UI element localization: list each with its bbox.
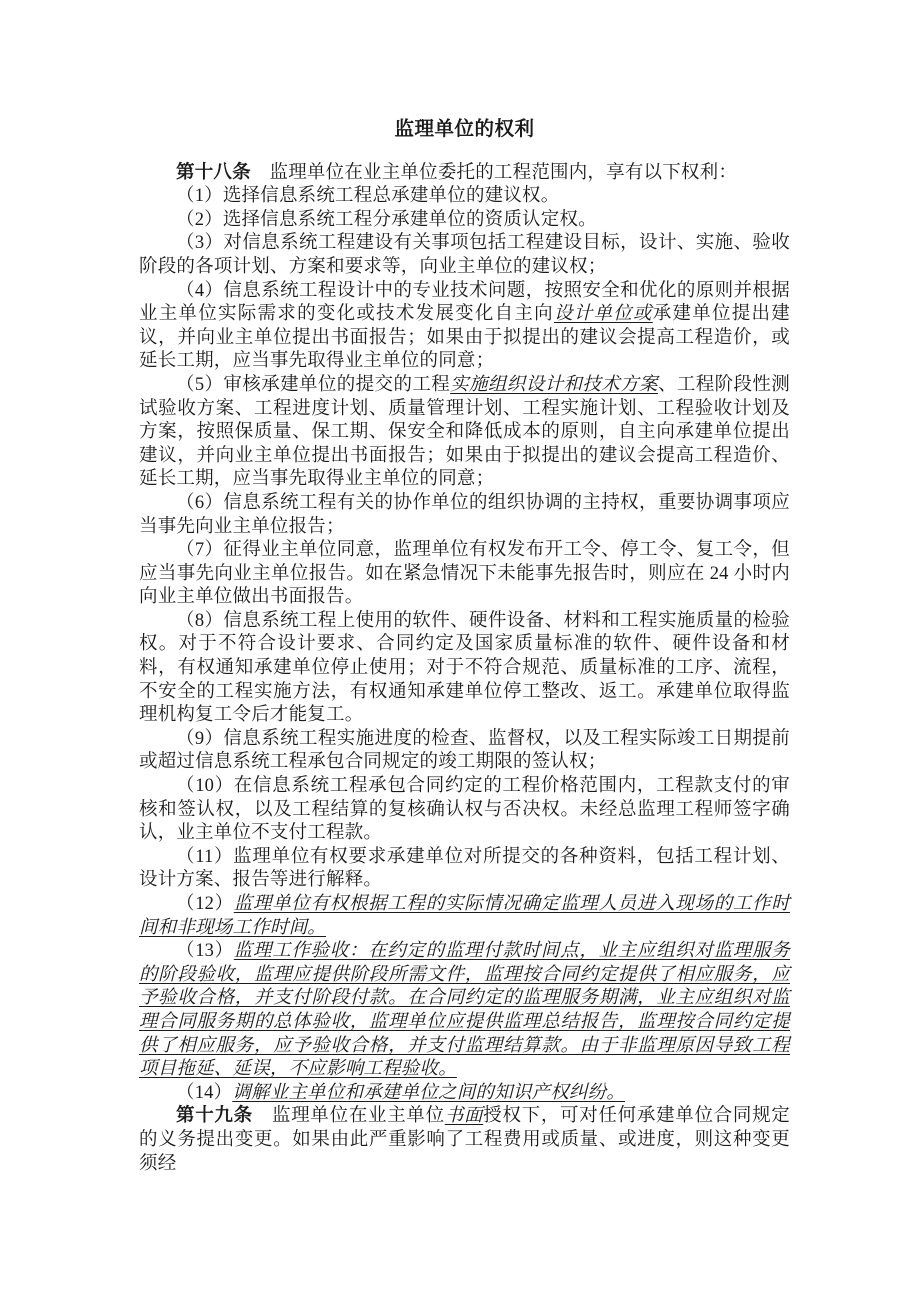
paragraph — [139, 374, 790, 492]
text-run: （1）选择信息系统工程总承建单位的建议权。 — [176, 186, 560, 207]
text-run: （6）信息系统工程有关的协作单位的组织协调的主持权，重要协调事项应当事先向业主单位报告； — [139, 492, 790, 537]
document-body — [139, 162, 790, 1177]
text-run: （14） — [176, 1082, 233, 1103]
text-run: 设计单位或 — [553, 304, 653, 325]
paragraph — [139, 728, 790, 775]
paragraph — [139, 1082, 790, 1106]
text-run: （13） — [176, 941, 234, 962]
paragraph — [139, 162, 790, 186]
paragraph — [139, 610, 790, 728]
paragraph — [139, 232, 790, 279]
document-title: 监理单位的权利 — [394, 119, 535, 140]
paragraph — [139, 940, 790, 1082]
paragraph — [139, 539, 790, 610]
paragraph — [139, 775, 790, 846]
text-run: 第十八条 — [176, 162, 251, 183]
text-run: 监理单位有权根据工程的实际情况确定监理人员进入现场的工作时间和非现场工作时间。 — [139, 894, 790, 938]
text-run: （5）审核承建单位的提交的工程 — [176, 374, 451, 395]
text-run: 调解业主单位和承建单位之间的知识产权纠纷。 — [232, 1082, 626, 1103]
text-run: （2）选择信息系统工程分承建单位的资质认定权。 — [176, 209, 597, 230]
paragraph — [139, 893, 790, 940]
text-run: （12） — [176, 894, 234, 914]
text-run: （11）监理单位有权要求承建单位对所提交的各种资料，包括工程计划、设计方案、报告等进行解释。 — [139, 846, 790, 891]
paragraph — [139, 185, 790, 209]
text-run: 、工程阶段性测试验收方案、工程进度计划、质量管理计划、工程实施计划、工程验收计划及方案，按照保质量、保工期、保安全和降低成本的原则，自主向承建单位提出建议，并向业主单位提出书面报告；如果由于拟提出的建议会提高工程造价、延长工期，应当事先取得业主单位的同意； — [139, 374, 790, 490]
text-run: 实施组织设计和技术方案 — [450, 374, 658, 395]
text-run: 监理工作验收：在约定的监理付款时间点，业主应组织对监理服务的阶段验收，监理应提供阶段所需文件，监理按合同约定提供了相应服务，应予验收合格，并支付阶段付款。在合同约定的监理服务期满，业主应组织对监理合同服务期的总体验收，监理单位应提供监理总结报告，监理按合同约定提供了相应服务，应予验收合格，并支付监理结算款。由于非监理原因导致工程项目拖延、延误，不应影响工程验收。 — [139, 941, 790, 1080]
text-run: 承建单位提出建议，并向业主单位提出书面报告；如果由于拟提出的建议会提高工程造价，或延长工期，应当事先取得业主单位的同意； — [139, 304, 790, 372]
text-run: 监理单位在业主单位 — [252, 1106, 445, 1127]
paragraph — [139, 280, 790, 374]
text-run: （7）征得业主单位同意，监理单位有权发布开工令、停工令、复工令，但应当事先向业主单位报告。如在紧急情况下未能事先报告时，则应在 24 小时内向业主单位做出书面报告。 — [139, 540, 790, 608]
paragraph — [139, 209, 790, 233]
paragraph — [139, 1105, 790, 1176]
text-run: （9）信息系统工程实施进度的检查、监督权，以及工程实际竣工日期提前或超过信息系统工程承包合同规定的竣工期限的签认权； — [139, 728, 790, 773]
text-run: 书面 — [444, 1106, 484, 1127]
text-run: 第十九条 — [176, 1106, 253, 1127]
paragraph — [139, 846, 790, 893]
text-run: （3）对信息系统工程建设有关事项包括工程建设目标，设计、实施、验收阶段的各项计划、方案和要求等，向业主单位的建议权； — [139, 233, 790, 277]
paragraph — [139, 492, 790, 539]
text-run: （10）在信息系统工程承包合同约定的工程价格范围内，工程款支付的审核和签认权，以及工程结算的复核确认权与否决权。未经总监理工程师签字确认，业主单位不支付工程款。 — [139, 776, 790, 844]
text-run: （4）信息系统工程设计中的专业技术问题，按照安全和优化的原则并根据业主单位实际需求的变化或技术发展变化自主向 — [139, 280, 790, 325]
text-run: 授权下，可对任何承建单位合同规定的义务提出变更。如果由此严重影响了工程费用或质量、或进度，则这种变更须经 — [139, 1106, 790, 1174]
text-run: 监理单位在业主单位委托的工程范围内，享有以下权利： — [250, 162, 738, 183]
text-run: （8）信息系统工程上使用的软件、硬件设备、材料和工程实施质量的检验权。对于不符合设计要求、合同约定及国家质量标准的软件、硬件设备和材料，有权通知承建单位停止使用；对于不符合规范、质量标准的工序、流程，不安全的工程实施方法，有权通知承建单位停工整改、返工。承建单位取得监理机构复工令后才能复工。 — [139, 610, 790, 726]
